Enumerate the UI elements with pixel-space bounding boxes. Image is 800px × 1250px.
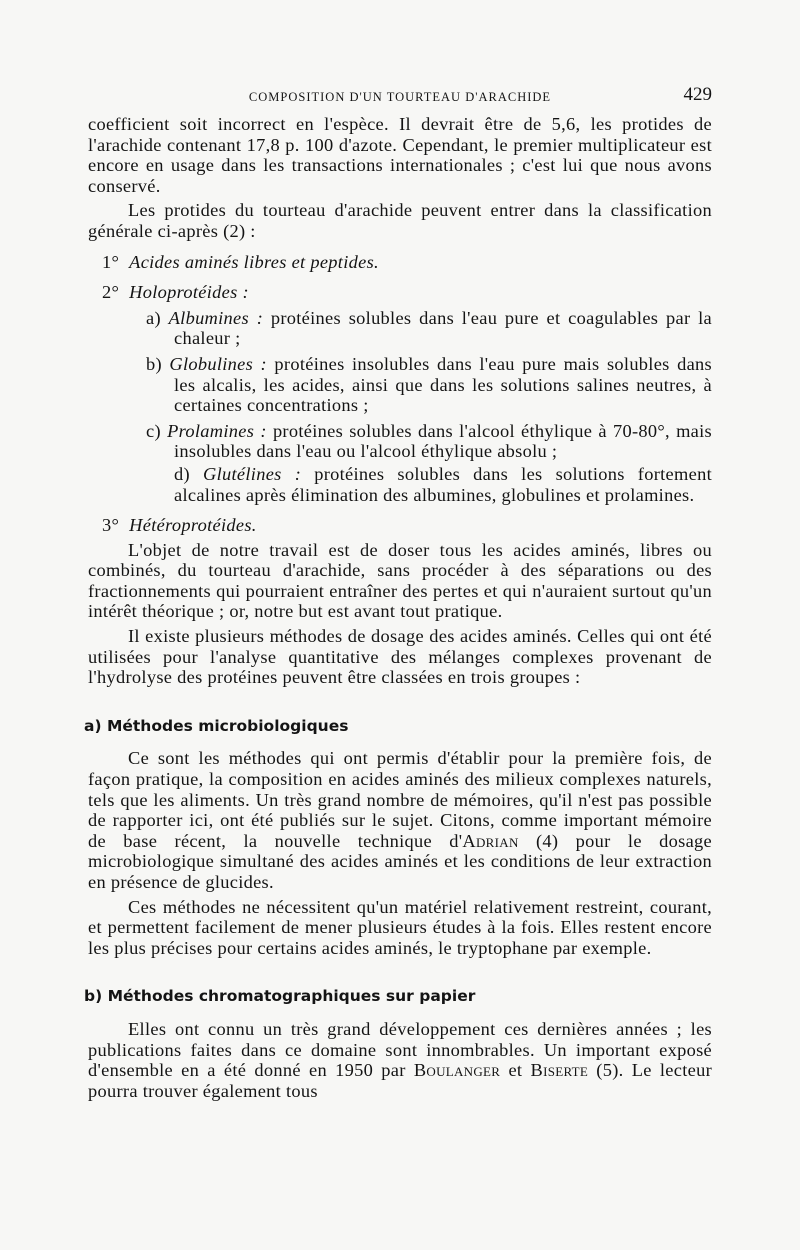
list-item-1 [102, 252, 712, 273]
author-name: Biserte [530, 1060, 589, 1081]
section-heading-chromatographic: b) Méthodes chromatographiques sur papier [84, 987, 476, 1006]
paragraph-microbiological-2: Ces méthodes ne nécessitent qu'un matériel relativement restreint, courant, et permettent facilement de mener plusieurs études à la fois. Elles restent encore les plus précises pour certains acides aminés, le tryptophane par exemple. [88, 896, 712, 958]
author-name: Boulanger [413, 1060, 501, 1081]
sub-letter: c) [146, 420, 161, 441]
list-label: Hétéroprotéides. [129, 515, 257, 536]
paragraph-microbiological-1 [88, 748, 712, 892]
text-run: Elles ont connu un très grand développement ces dernières années ; les publications faites dans ce domaine sont innombrables. Un important exposé d'ensemble en a été donné en 1950 par [88, 1018, 712, 1081]
sub-letter: d) [174, 463, 190, 484]
list-number: 1° [102, 251, 120, 272]
body-text [84, 114, 713, 1101]
paragraph-classification-intro: Les protides du tourteau d'arachide peuvent entrer dans la classification générale ci-après (2) : [88, 200, 712, 241]
list-label: Holoprotéides : [129, 282, 249, 303]
document-page [84, 80, 713, 1101]
sub-text: protéines insolubles dans l'eau pure mais solubles dans les alcalis, les acides, ainsi que dans les solutions salines neutres, à certaines concentrations ; [174, 353, 712, 416]
sub-text: protéines solubles dans l'alcool éthylique à 70-80°, mais insolubles dans l'eau ou l'alcool éthylique absolu ; [174, 420, 713, 462]
sub-term: Glutélines : [203, 463, 302, 484]
sub-item-d [174, 464, 712, 505]
running-header [88, 80, 712, 114]
text-run: Ce sont les méthodes qui ont permis d'établir pour la première fois, de façon pratique, la composition en acides aminés des milieux complexes naturels, tels que les aliments. Un très grand nombre de mémoires, qu'il n'est pas possible de rapporter ici, ont été publiés sur le sujet. Citons, comme important mémoire de base récent, la nouvelle technique d' [88, 748, 712, 851]
list-item-2 [102, 282, 712, 303]
text-run: (5). Le lecteur pourra trouver également tous [88, 1060, 713, 1101]
page-number: 429 [683, 84, 712, 105]
list-number: 3° [102, 515, 120, 536]
sub-term: Albumines : [168, 307, 264, 328]
sub-item-b [146, 354, 712, 416]
paragraph-methods-intro: Il existe plusieurs méthodes de dosage des acides aminés. Celles qui ont été utilisées pour l'analyse quantitative des mélanges complexes provenant de l'hydrolyse des protéines peuvent être classées en trois groupes : [88, 626, 712, 688]
author-name: Adrian [462, 830, 519, 851]
sub-item-c [146, 421, 712, 462]
sub-text: protéines solubles dans l'eau pure et coagulables par la chaleur ; [174, 307, 712, 349]
text-run: et [500, 1060, 531, 1081]
list-label: Acides aminés libres et peptides. [129, 251, 379, 272]
paragraph-continued: coefficient soit incorrect en l'espèce. Il devrait être de 5,6, les protides de l'arachide contenant 17,8 p. 100 d'azote. Cependant, le premier multiplicateur est encore en usage dans les transactions internationales ; c'est lui que nous avons conservé. [88, 114, 712, 196]
sub-term: Globulines : [169, 353, 267, 374]
running-title: COMPOSITION D'UN TOURTEAU D'ARACHIDE [248, 90, 552, 104]
section-heading-microbiological: a) Méthodes microbiologiques [84, 716, 349, 735]
sub-text: protéines solubles dans les solutions fortement alcalines après élimination des albumines, globulines et prolamines. [174, 463, 712, 505]
list-item-3 [102, 515, 712, 536]
sub-letter: a) [146, 307, 161, 328]
sub-term: Prolamines : [167, 420, 267, 441]
list-number: 2° [102, 282, 120, 303]
text-run: (4) pour le dosage microbiologique simultané des acides aminés et les conditions de leur extraction en présence de glucides. [88, 830, 712, 892]
sub-item-a [146, 308, 712, 349]
sub-letter: b) [146, 353, 162, 374]
paragraph-objective: L'objet de notre travail est de doser tous les acides aminés, libres ou combinés, du tourteau d'arachide, sans procéder à des séparations ou des fractionnements qui pourraient entraîner des pertes et qui n'auraient surtout qu'un intérêt théorique ; or, notre but est avant tout pratique. [88, 539, 712, 622]
paragraph-chromatographic-1 [88, 1019, 712, 1101]
